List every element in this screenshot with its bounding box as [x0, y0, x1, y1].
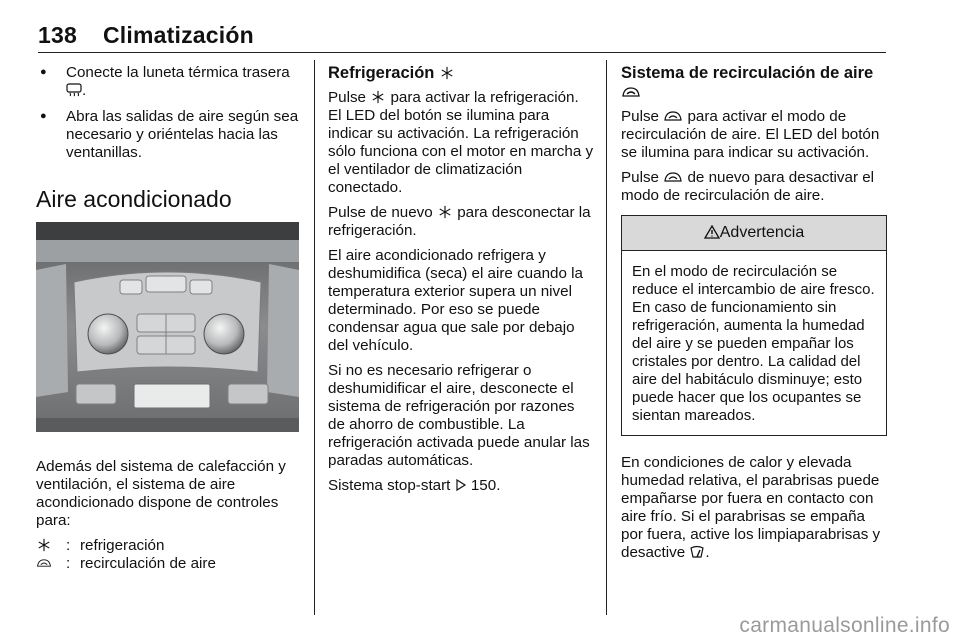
recirculation-icon [621, 85, 641, 99]
snowflake-icon [370, 90, 386, 104]
warning-box [621, 215, 887, 436]
page-reference-arrow-icon [455, 478, 467, 492]
cooling-paragraph-4: Si no es necesario refrigerar o deshumidificar el aire, desconecte el sistema de refrigeración por razones de ahorro de combustible. La refrigeración activada puede anular las paradas automáticas. [328, 362, 590, 469]
recirculation-icon [663, 109, 683, 123]
stop-start-reference[interactable]: Sistema stop-start 150. [328, 477, 501, 494]
warning-triangle-icon [704, 225, 720, 239]
cooling-paragraph-2: Pulse de nuevo para desconectar la refrigeración. [328, 204, 591, 239]
header-rule [38, 52, 886, 53]
heading-recirculation: Sistema de recirculación de aire [621, 64, 887, 102]
cooling-paragraph-1: Pulse para activar la refrigeración. El LED del botón se ilumina para indicar su activación. La refrigeración sólo funciona con el motor en marcha y el ventilador de climatización conectado. [328, 89, 594, 196]
left-column [36, 64, 302, 573]
recirculation-paragraph-3: En condiciones de calor y elevada humedad relativa, el parabrisas puede empañarse por fuera en contacto con aire frío. Si el parabrisas se empaña por fuera, active los limpiaparabrisas y desactive . [621, 454, 881, 561]
watermark: carmanualsonline.info [739, 614, 950, 637]
bullet-air-vents: ● Abra las salidas de aire según sea necesario y oriéntelas hacia las ventanillas. [36, 108, 302, 162]
windscreen-wiper-icon [689, 545, 705, 559]
snowflake-icon [437, 205, 453, 219]
warning-header: Advertencia [622, 216, 886, 251]
section-title: Climatización [102, 22, 254, 48]
page-number: 138 [38, 22, 77, 48]
section-heading-air-conditioning: Aire acondicionado [36, 186, 232, 212]
recirculation-icon [663, 170, 683, 184]
rear-window-heater-icon [66, 83, 82, 97]
right-column [621, 64, 887, 569]
warning-text: En el modo de recirculación se reduce el intercambio de aire fresco. En caso de funcionamiento sin refrigeración, aumenta la humedad del aire y se pueden empañar los cristales por dentro. La calidad del aire del habitáculo disminuye; esto puede hacer que los ocupantes se sientan mareados. [632, 263, 875, 424]
cooling-paragraph-3: El aire acondicionado refrigera y deshumidifica (seca) el aire cuando la temperatura exterior supera un nivel determinado. Por eso se puede condensar agua que sale por debajo del vehículo. [328, 247, 583, 354]
middle-column [328, 64, 594, 502]
recirculation-paragraph-1: Pulse para activar el modo de recirculación de aire. El LED del botón se ilumina para indicar su activación. [621, 108, 880, 161]
legend-recirculation: : recirculación de aire [36, 555, 302, 573]
heading-cooling: Refrigeración [328, 64, 594, 83]
ac-intro-text: Además del sistema de calefacción y ventilación, el sistema de aire acondicionado dispone de controles para: [36, 458, 286, 529]
recirculation-icon [36, 556, 52, 570]
page-header [38, 22, 280, 49]
column-divider-1 [314, 60, 315, 615]
climate-control-panel-photo [36, 222, 299, 432]
column-divider-2 [606, 60, 607, 615]
snowflake-icon [439, 66, 455, 80]
recirculation-paragraph-2: Pulse de nuevo para desactivar el modo de recirculación de aire. [621, 169, 875, 204]
snowflake-icon [36, 538, 52, 552]
legend-cooling: : refrigeración [36, 537, 302, 555]
bullet-rear-defrost: ● Conecte la luneta térmica trasera . [36, 64, 302, 100]
